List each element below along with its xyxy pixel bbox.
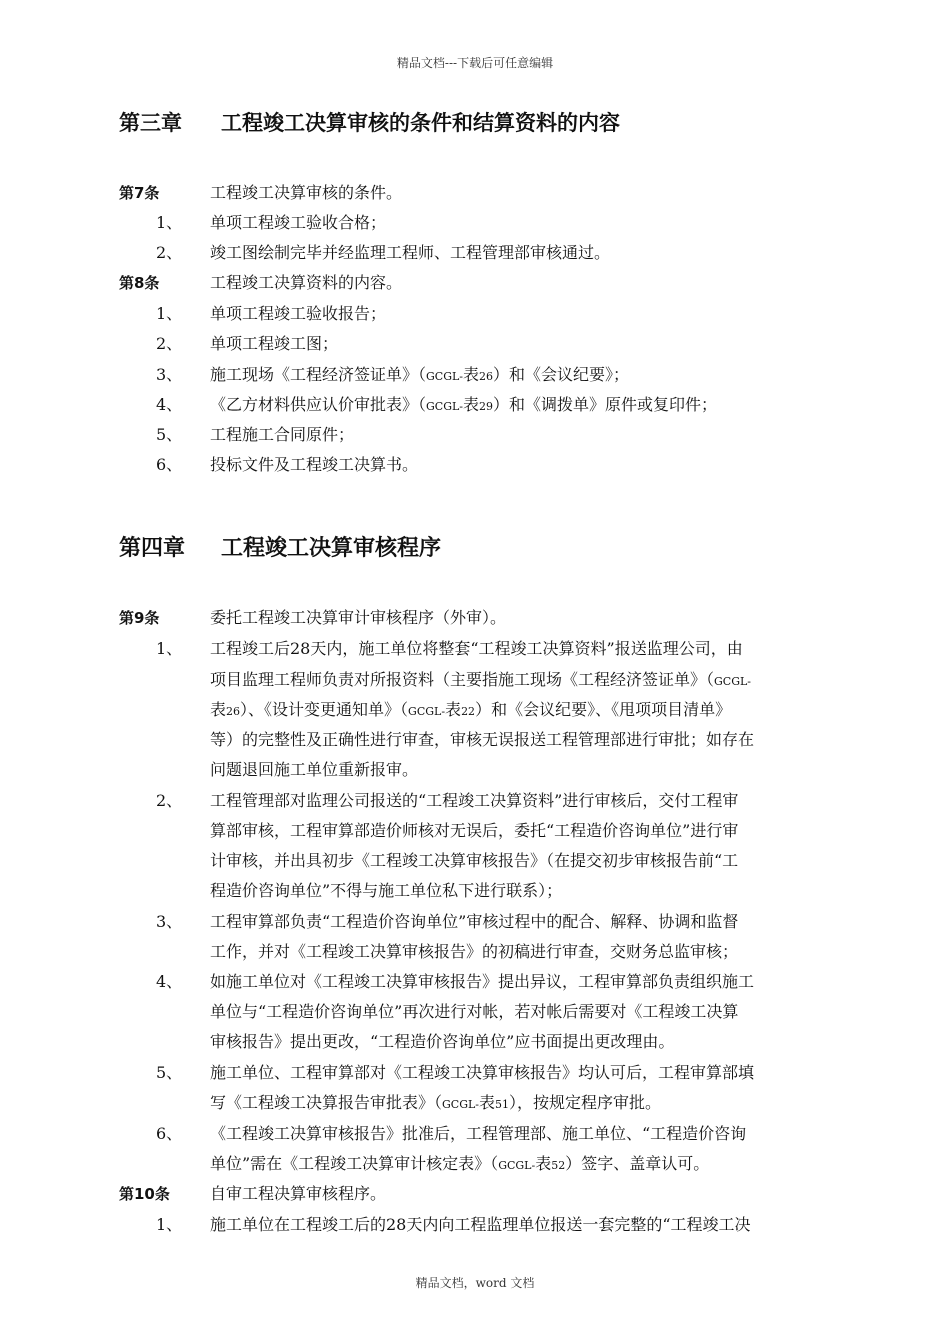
chapter-4-label: 第四章	[119, 536, 186, 561]
item-line: 工作，并对《工程竣工决算审核报告》的初稿进行审查，交财务总监审核；	[210, 942, 739, 961]
item-number: 6、	[156, 1124, 183, 1143]
chapter-3-label: 第三章	[119, 111, 182, 135]
article-label: 第10条	[119, 1185, 170, 1203]
item-line: 表26）、《设计变更通知单》（GCGL-表22）和《会议纪要》、《甩项项目清单》	[210, 700, 732, 719]
item-line: 如施工单位对《工程竣工决算审核报告》提出异议，工程审算部负责组织施工	[210, 972, 755, 991]
item-number: 1、	[156, 1215, 183, 1234]
item-line: 项目监理工程师负责对所报资料（主要指施工现场《工程经济签证单》（GCGL-	[210, 670, 752, 689]
chapter-4-heading	[119, 531, 441, 562]
item-line: 问题退回施工单位重新报审。	[210, 760, 419, 779]
item-text: 单项工程竣工图；	[210, 334, 339, 353]
article-label: 第7条	[119, 184, 160, 202]
item-number: 6、	[156, 455, 183, 474]
item-number: 1、	[156, 213, 183, 232]
item-line: 工程竣工后28天内，施工单位将整套“工程竣工决算资料”报送监理公司，由	[210, 639, 743, 658]
item-line: 单位与“工程造价咨询单位”再次进行对帐，若对帐后需要对《工程竣工决算	[210, 1002, 739, 1021]
article-text: 自审工程决算审核程序。	[210, 1184, 387, 1203]
item-line: 施工单位、工程审算部对《工程竣工决算审核报告》均认可后，工程审算部填	[210, 1063, 755, 1082]
item-number: 3、	[156, 912, 183, 931]
item-line: 程造价咨询单位”不得与施工单位私下进行联系）；	[210, 881, 563, 900]
item-line: 《工程竣工决算审核报告》批准后，工程管理部、施工单位、“工程造价咨询	[210, 1124, 747, 1143]
page-header: 精品文档---下载后可任意编辑	[396, 56, 554, 70]
item-number: 2、	[156, 334, 183, 353]
item-text: 投标文件及工程竣工决算书。	[210, 455, 419, 474]
item-line: 算部审核，工程审算部造价师核对无误后，委托“工程造价咨询单位”进行审	[210, 821, 739, 840]
item-line: 工程管理部对监理公司报送的“工程竣工决算资料”进行审核后，交付工程审	[210, 791, 739, 810]
item-line: 工程审算部负责“工程造价咨询单位”审核过程中的配合、解释、协调和监督	[210, 912, 739, 931]
item-number: 5、	[156, 1063, 183, 1082]
item-line: 单位”需在《工程竣工决算审计核定表》（GCGL-表52）签字、盖章认可。	[210, 1154, 710, 1173]
chapter-4-title: 工程竣工决算审核程序	[221, 536, 442, 561]
chapter-3-title: 工程竣工决算审核的条件和结算资料的内容	[221, 111, 620, 135]
item-line: 施工单位在工程竣工后的28天内向工程监理单位报送一套完整的“工程竣工决	[210, 1215, 751, 1234]
item-number: 1、	[156, 304, 183, 323]
article-text: 工程竣工决算审核的条件。	[210, 183, 403, 202]
item-text: 《乙方材料供应认价审批表》（GCGL-表29）和《调拨单》原件或复印件；	[210, 395, 718, 414]
page-footer: 精品文档，word 文档	[415, 1276, 535, 1290]
item-line: 计审核，并出具初步《工程竣工决算审核报告》（在提交初步审核报告前“工	[210, 851, 739, 870]
article-label: 第8条	[119, 274, 160, 292]
item-number: 5、	[156, 425, 183, 444]
item-number: 4、	[156, 972, 183, 991]
item-line: 写《工程竣工决算报告审批表》（GCGL-表51），按规定程序审批。	[210, 1093, 662, 1112]
item-text: 单项工程竣工验收合格；	[210, 213, 387, 232]
item-number: 1、	[156, 639, 183, 658]
item-number: 3、	[156, 365, 183, 384]
item-text: 竣工图绘制完毕并经监理工程师、工程管理部审核通过。	[210, 243, 611, 262]
chapter-3-heading	[119, 107, 620, 137]
article-label: 第9条	[119, 609, 160, 627]
item-text: 单项工程竣工验收报告；	[210, 304, 387, 323]
item-number: 2、	[156, 791, 183, 810]
article-text: 委托工程竣工决算审计审核程序（外审）。	[210, 608, 507, 627]
item-number: 4、	[156, 395, 183, 414]
article-text: 工程竣工决算资料的内容。	[210, 273, 403, 292]
item-text: 施工现场《工程经济签证单》（GCGL-表26）和《会议纪要》；	[210, 365, 630, 384]
item-text: 工程施工合同原件；	[210, 425, 355, 444]
item-line: 审核报告》提出更改，“工程造价咨询单位”应书面提出更改理由。	[210, 1032, 675, 1051]
item-line: 等）的完整性及正确性进行审查，审核无误报送工程管理部进行审批；如存在	[210, 730, 755, 749]
item-number: 2、	[156, 243, 183, 262]
